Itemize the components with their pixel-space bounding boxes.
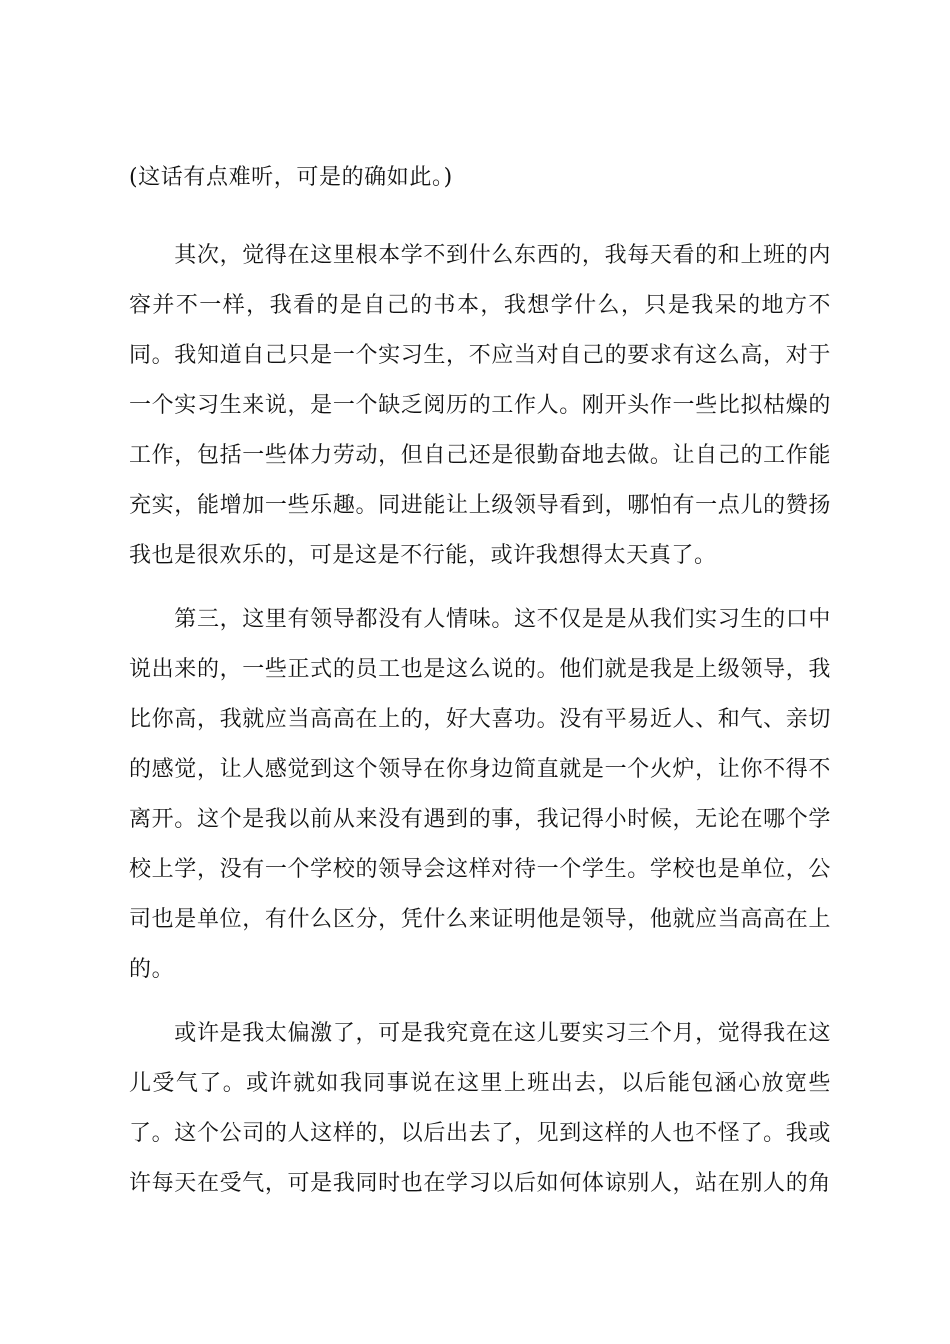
paragraph-line: (这话有点难听，可是的确如此。) — [129, 165, 453, 190]
paragraph-line: 第三，这里有领导都没有人情味。这不仅是是从我们实习生的口中 — [129, 607, 831, 632]
paragraph-line: 一个实习生来说，是一个缺乏阅历的工作人。刚开头作一些比拟枯燥的 — [129, 393, 831, 418]
paragraph-line: 工作，包括一些体力劳动，但自己还是很勤奋地去做。让自己的工作能 — [129, 443, 831, 468]
paragraph-line: 离开。这个是我以前从来没有遇到的事，我记得小时候，无论在哪个学 — [129, 807, 831, 832]
paragraph-line: 比你高，我就应当高高在上的，好大喜功。没有平易近人、和气、亲切 — [129, 707, 831, 732]
paragraph-line: 的感觉，让人感觉到这个领导在你身边简直就是一个火炉，让你不得不 — [129, 757, 831, 782]
paragraph-line: 校上学，没有一个学校的领导会这样对待一个学生。学校也是单位，公 — [129, 857, 831, 882]
paragraph-line: 司也是单位，有什么区分，凭什么来证明他是领导，他就应当高高在上 — [129, 907, 831, 932]
paragraph-line: 我也是很欢乐的，可是这是不行能，或许我想得太天真了。 — [129, 543, 717, 568]
paragraph-line: 容并不一样，我看的是自己的书本，我想学什么，只是我呆的地方不 — [129, 293, 831, 318]
paragraph-line: 充实，能增加一些乐趣。同进能让上级领导看到，哪怕有一点儿的赞扬 — [129, 493, 831, 518]
paragraph-line: 说出来的，一些正式的员工也是这么说的。他们就是我是上级领导，我 — [129, 657, 831, 682]
paragraph-line: 的。 — [129, 957, 175, 982]
paragraph-line: 儿受气了。或许就如我同事说在这里上班出去，以后能包涵心放宽些 — [129, 1071, 831, 1096]
paragraph-line: 许每天在受气，可是我同时也在学习以后如何体谅别人，站在别人的角 — [129, 1171, 831, 1196]
paragraph-line: 同。我知道自己只是一个实习生，不应当对自己的要求有这么高，对于 — [129, 343, 831, 368]
paragraph-line: 或许是我太偏激了，可是我究竟在这儿要实习三个月，觉得我在这 — [129, 1021, 831, 1046]
paragraph-line: 了。这个公司的人这样的，以后出去了，见到这样的人也不怪了。我或 — [129, 1121, 831, 1146]
paragraph-line: 其次，觉得在这里根本学不到什么东西的，我每天看的和上班的内 — [129, 243, 831, 268]
